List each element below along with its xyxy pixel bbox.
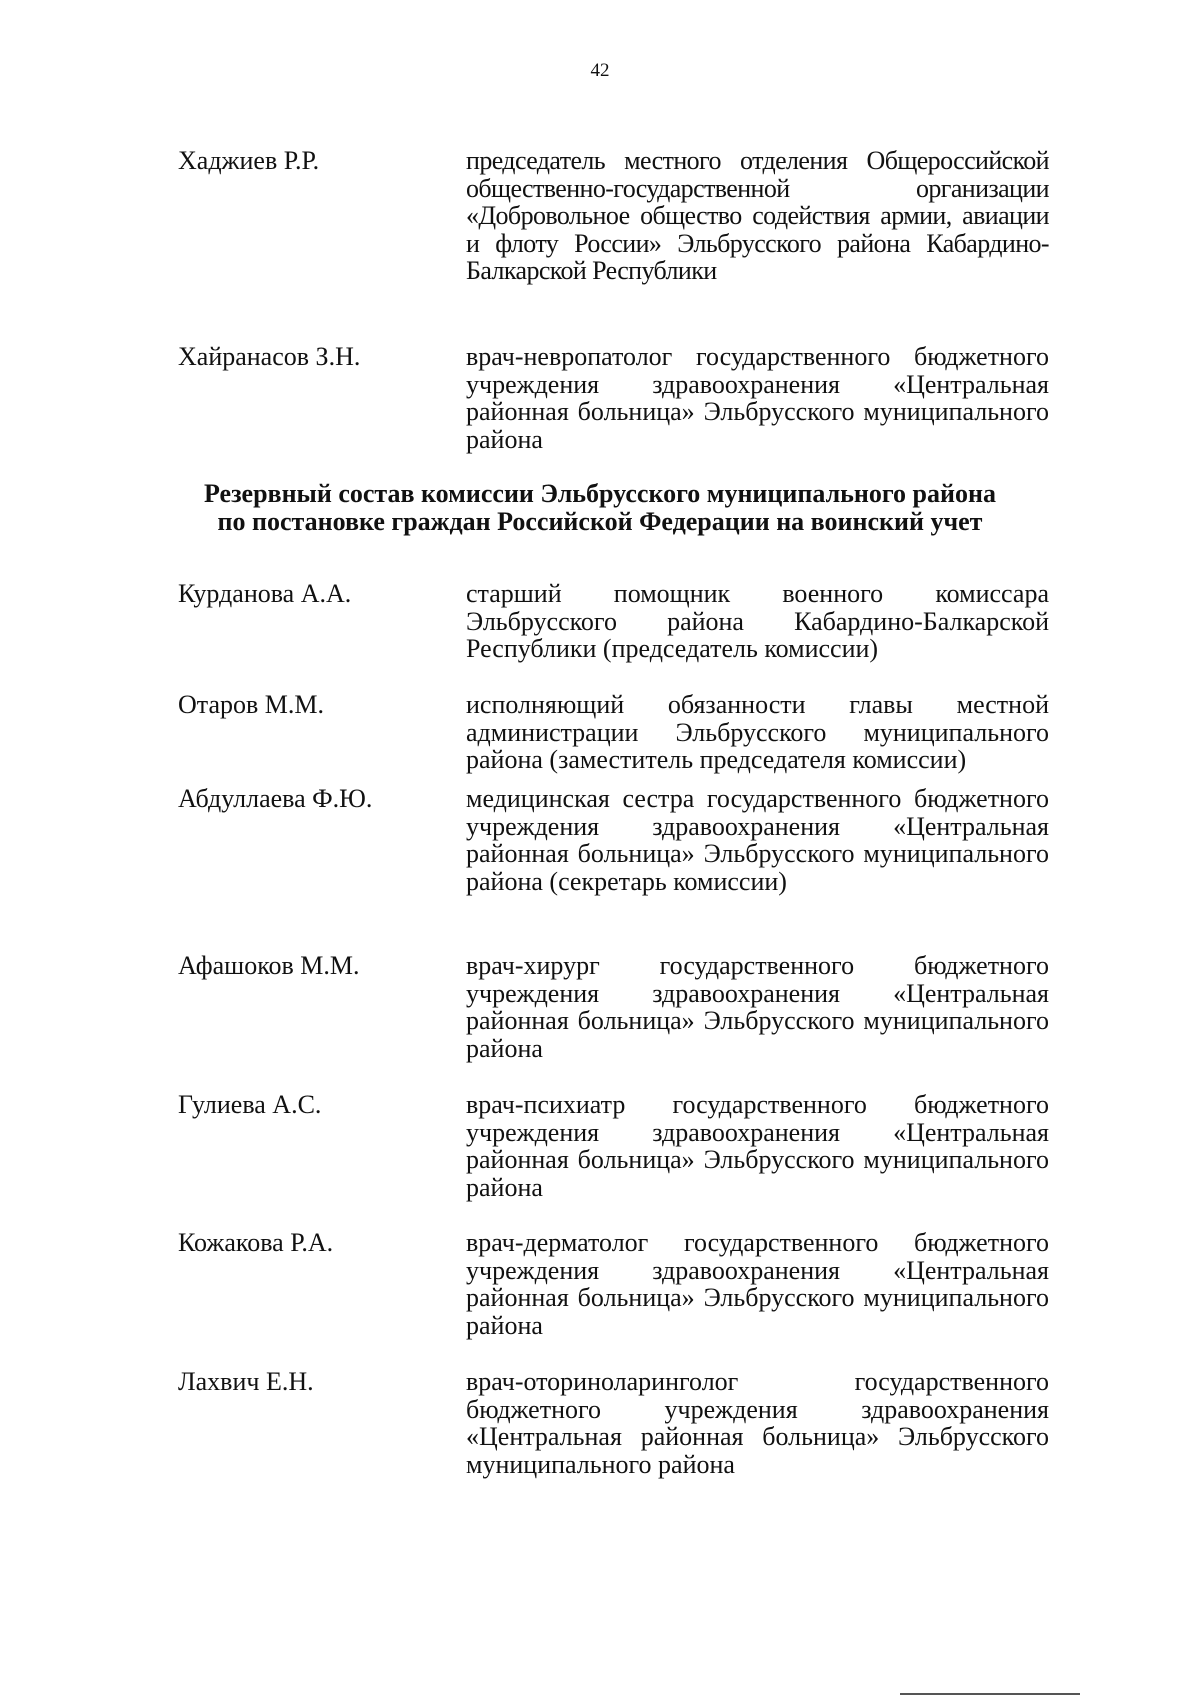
member-name: Отаров М.М.: [178, 690, 325, 719]
member-name: Лахвич Е.Н.: [178, 1367, 314, 1396]
member-role: исполняющий обязанности главы местной администрации Эльбрусского муниципального района (заместитель председателя комиссии): [466, 690, 1049, 774]
member-name: Абдуллаева Ф.Ю.: [178, 784, 373, 813]
member-name: Кожакова Р.А.: [178, 1228, 334, 1257]
page-edge-line: [900, 1693, 1080, 1695]
member-role: врач-невропатолог государственного бюджетного учреждения здравоохранения «Центральная районная больница» Эльбрусского муниципального района: [466, 342, 1049, 454]
member-name: Курданова А.А.: [178, 579, 352, 608]
member-name: Афашоков М.М.: [178, 951, 360, 980]
section-heading: Резервный состав комиссии Эльбрусского муниципального района по постановке граждан Российской Федерации на воинский учет: [204, 479, 996, 536]
member-role: врач-дерматолог государственного бюджетного учреждения здравоохранения «Центральная районная больница» Эльбрусского муниципального района: [466, 1228, 1049, 1340]
member-role: врач-психиатр государственного бюджетного учреждения здравоохранения «Центральная районная больница» Эльбрусского муниципального района: [466, 1090, 1049, 1202]
member-role: врач-оториноларинголог государственного бюджетного учреждения здравоохранения «Центральная районная больница» Эльбрусского муниципального района: [466, 1367, 1049, 1479]
member-name: Хайранасов З.Н.: [178, 342, 361, 371]
member-role: председатель местного отделения Общероссийской общественно-государственной организации «Добровольное общество содействия армии, авиации и флоту России» Эльбрусского района Кабардино-Балкарской Республики: [466, 146, 1049, 285]
member-name: Гулиева А.С.: [178, 1090, 322, 1119]
member-name: Хаджиев Р.Р.: [178, 146, 320, 175]
member-role: старший помощник военного комиссара Эльбрусского района Кабардино-Балкарской Республики (председатель комиссии): [466, 579, 1049, 663]
member-role: врач-хирург государственного бюджетного учреждения здравоохранения «Центральная районная больница» Эльбрусского муниципального района: [466, 951, 1049, 1063]
member-role: медицинская сестра государственного бюджетного учреждения здравоохранения «Центральная районная больница» Эльбрусского муниципального района (секретарь комиссии): [466, 784, 1049, 896]
page-number: 42: [590, 60, 610, 81]
